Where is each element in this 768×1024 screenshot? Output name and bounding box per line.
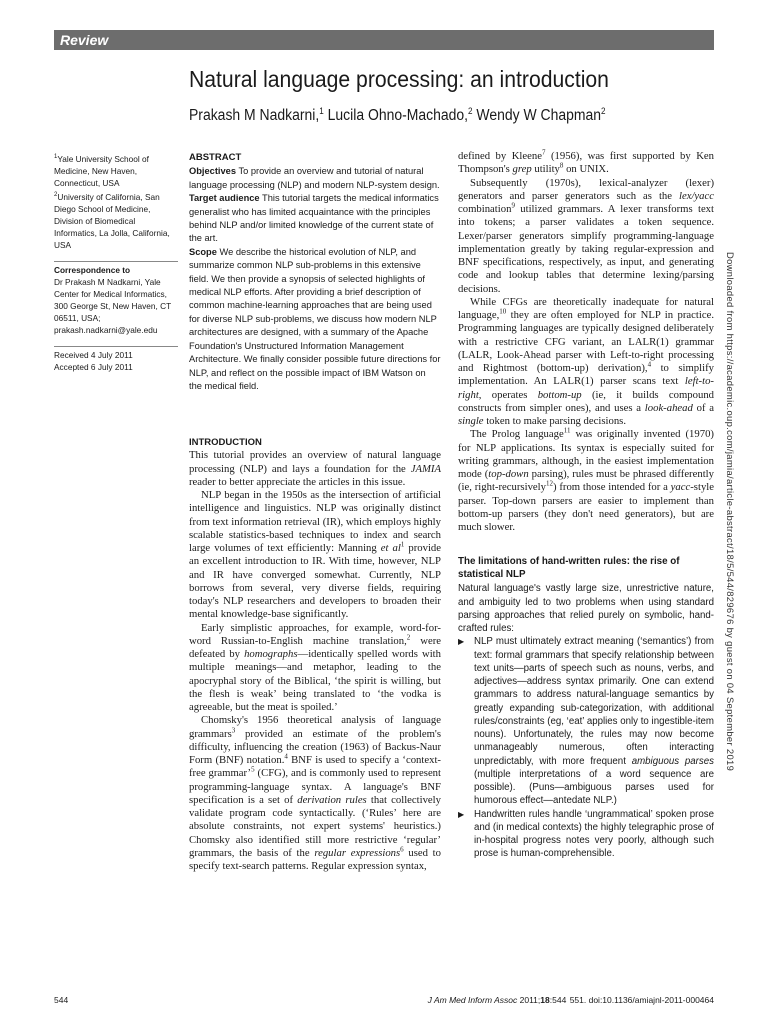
audience-label: Target audience xyxy=(189,193,260,204)
paragraph: The Prolog language$^{11}$ was originally invented (1970) for NLP applications. Its syntax is especially suited for writing grammars, although, in the easiest implementation mode (top-down parsing), rules must be phrased differently (ie, right-recursively$^{12}$) from those intended for a yacc-style parser. Top-down parsers are easier to implement than bottom-up parsers (they don't need generators), but are much slower. xyxy=(458,426,714,533)
affiliation-text: University of California, San Diego School of Medicine, Division of Biomedical Informatics, La Jolla, California, USA xyxy=(54,191,170,250)
abstract-audience xyxy=(189,192,441,246)
accepted-date: Accepted 6 July 2011 xyxy=(54,361,133,372)
abstract-heading: ABSTRACT xyxy=(189,152,242,163)
objectives-text: To provide an overview and tutorial of natural language processing (NLP) and modern NLP-system design. xyxy=(189,166,440,190)
citation-link[interactable]: 5 xyxy=(251,765,255,774)
citation-footer xyxy=(428,995,714,1005)
column-left xyxy=(189,151,441,873)
citation-link[interactable]: 1 xyxy=(400,540,405,549)
author-name[interactable]: Prakash M Nadkarni, xyxy=(189,107,320,125)
divider xyxy=(54,346,178,347)
column-right xyxy=(458,150,714,861)
correspondence-text: Dr Prakash M Nadkarni, Yale Center for Medical Informatics, 300 George St, New Haven, CT 06511, USA; prakash.nadkarni@yale.edu xyxy=(54,276,171,335)
citation-link[interactable]: 11 xyxy=(563,426,571,435)
citation-link[interactable]: 4 xyxy=(284,752,288,761)
affiliation-text: Yale University School of Medicine, New Haven, Connecticut, USA xyxy=(54,153,149,188)
affiliation-number: 1 xyxy=(54,154,58,160)
paragraph: NLP began in the 1950s as the intersection of artificial intelligence and linguistics. NLP was originally distinct from text information retrieval (IR), which employs highly scalable statistics-based techniques to index and search large volumes of text efficiently: Manning et $al^1$ provide an excellent introduction to IR. With time, however, NLP and IR have converged somewhat. Currently, NLP borrows from several, very diverse fields, requiring today's NLP researchers and developers to broaden their mental knowledge-base significantly. xyxy=(189,489,442,621)
citation-link[interactable]: 4 xyxy=(647,360,652,369)
affiliation-mark: 2 xyxy=(468,106,473,116)
citation-link[interactable]: 3 xyxy=(231,726,236,734)
author-list xyxy=(189,106,606,125)
paragraph: While CFGs are theoretically inadequate for natural language,$^{10}$ they are often employed for NLP in practice. Programming languages are typically designed deliberately with a restrictive CFG variant, an LALR(1) grammar (LALR, Look-Ahead parser with Left-to-right processing and Rightmost (bottom-up) derivation),$^4$ to simplify implementation. An LALR(1) parser scans text left-to-right, operates bottom-up (ie, it builds compound constructs from simpler ones), and uses a look-ahead of a single token to make parsing decisions. xyxy=(458,295,715,427)
abstract xyxy=(189,151,441,393)
affiliation-mark: 1 xyxy=(319,106,324,116)
journal-name: J Am Med Inform Assoc xyxy=(427,995,518,1005)
correspondence-heading: Correspondence to xyxy=(54,264,131,275)
affiliation xyxy=(54,151,178,251)
paragraph: This tutorial provides an overview of natural language processing (NLP) and lays a foundation for the JAMIA reader to better appreciate the articles in this issue. xyxy=(189,449,441,488)
article-title: Natural language processing: an introduction xyxy=(189,66,609,92)
affiliation-column xyxy=(54,151,178,373)
affiliation-number: 2 xyxy=(54,191,58,198)
author-name[interactable]: Wendy W Chapman xyxy=(476,107,602,125)
list-item: ▶ Handwritten rules handle ‘ungrammatical’ spoken prose and (in medical contexts) the highly telegraphic prose of in-hospital progress notes very poorly, although such prose is human-comprehensible. xyxy=(458,808,714,861)
journal-year: 2011; xyxy=(517,995,541,1005)
paragraph: Chomsky's 1956 theoretical analysis of language grammars$^3$ provided an estimate of the problem's difficulty, influencing the creation (1963) of Backus-Naur Form (BNF) notation.$^4$ BNF is used to specify a ‘context-free grammar’$^5$ (CFG), and is commonly used to represent programming-language syntax. A language's BNF specification is a set of derivation rules that collectively validate program code syntactically. (‘Rules’ here are absolute constraints, not expert systems' heuristics.) Chomsky also identified still more restrictive ‘regular’ grammars, the basis of the regular expressions$^6$ used to specify text-search patterns. Regular expression syntax, xyxy=(189,714,441,873)
scope-text: We describe the historical evolution of NLP, and summarize common NLP sub-problems in this extensive field. We then provide a synopsis of selected highlights of medical NLP efforts. After providing a brief description of common machine-learning approaches that are being used for diverse NLP sub-problems, we discuss how modern NLP architectures are designed, with a summary of the Apache Foundation's Unstructured Information Management Architecture. We finally consider possible future directions for NLP, and reflect on the possible impact of IBM Watson on the medical field. xyxy=(189,246,441,391)
citation-link[interactable]: 6 xyxy=(400,845,404,854)
list-item: ▶ NLP must ultimately extract meaning (‘semantics’) from text: formal grammars that specify relationship between text units—parts of speech such as nouns, verbs, and adjectives—address syntax primarily. One can extend grammars to address natural-language semantics by greatly expanding sub-categorization, with additional rules/constraints (eg, ‘eat’ applies only to ingestible-item nouns). Unfortunately, the rules may now become unmanageably numerous, often interacting unpredictably, with more frequent ambiguous parses (multiple interpretations of a word sequence are possible). (Puns—ambiguous parses used for humorous effect—antedate NLP.) xyxy=(458,635,714,807)
abstract-objectives xyxy=(189,165,441,192)
citation-link[interactable]: 12 xyxy=(545,479,553,488)
scope-label: Scope xyxy=(189,246,217,257)
bullet-list xyxy=(458,635,714,860)
abstract-scope xyxy=(189,246,441,393)
received-date: Received 4 July 2011 xyxy=(54,349,133,360)
section-label: Review xyxy=(60,32,109,48)
citation-link[interactable]: 2 xyxy=(406,633,411,642)
citation-link[interactable]: 7 xyxy=(541,148,546,157)
download-watermark: Downloaded from https://academic.oup.com/jamia/article-abstract/18/5/544/829676 by guest on 04 September 2019 xyxy=(725,252,736,772)
paragraph: Early simplistic approaches, for example, word-for-word Russian-to-English machine translation,$^2$ were defeated by homographs—identically spelled words with multiple meanings—and metaphor, leading to the apocryphal story of the Biblical, ‘the spirit is willing, but the flesh is weak’ being translated to ‘the vodka is agreeable, but the meat is spoiled.’ xyxy=(189,621,442,714)
doi-link[interactable]: :544 551. doi:10.1136/amiajnl-2011-000464 xyxy=(549,995,714,1005)
introduction-heading: INTRODUCTION xyxy=(189,437,262,449)
affiliation-mark: 2 xyxy=(601,106,606,116)
citation-link[interactable]: 10 xyxy=(499,307,507,316)
introduction-body xyxy=(189,449,441,873)
body-continued xyxy=(458,150,714,534)
journal-volume: 18 xyxy=(540,995,550,1005)
objectives-label: Objectives xyxy=(189,166,237,177)
divider xyxy=(54,261,178,262)
citation-link[interactable]: 8 xyxy=(559,161,564,170)
subsection-body xyxy=(458,582,714,860)
page-number: 544 xyxy=(54,995,69,1005)
paragraph: Natural language's vastly large size, unrestrictive nature, and ambiguity led to two problems when using standard parsing approaches that relied purely on symbolic, hand-crafted rules: xyxy=(458,583,714,634)
section-banner xyxy=(54,30,714,50)
paragraph: Subsequently (1970s), lexical-analyzer (lexer) generators and parser generators such as the lex/yacc combination$^9$ utilized grammars. A lexer transforms text into tokens; a parser validates a token sequence. Lexer/parser generators simplify programming-language implementation greatly by taking regular-expression and BNF specifications, respectively, as input, and generating code and lookup tables that determine lexing/parsing decisions. xyxy=(458,176,714,295)
paragraph: defined by Kleene$^7$ (1956), was first supported by Ken Thompson's grep utility$^8$ on UNIX. xyxy=(458,148,714,176)
citation-link[interactable]: 9 xyxy=(511,201,515,210)
subsection-heading: The limitations of hand-written rules: the rise of statistical NLP xyxy=(458,556,680,581)
author-name[interactable]: Lucila Ohno-Machado, xyxy=(327,107,469,125)
audience-text: This tutorial targets the medical informatics generalist who has limited acquaintance with the principles behind NLP and/or limited knowledge of the current state of the art. xyxy=(189,193,439,244)
